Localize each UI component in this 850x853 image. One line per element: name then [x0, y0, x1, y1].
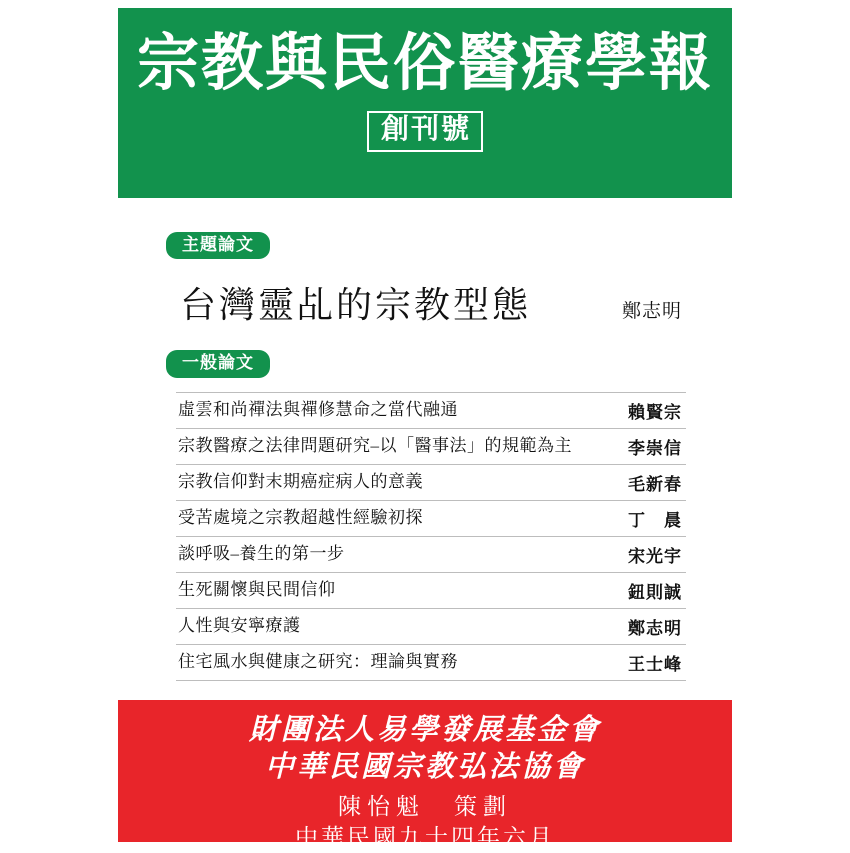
article-author: 毛新春	[628, 474, 682, 494]
article-list	[166, 392, 688, 681]
article-title: 談呼吸–養生的第一步	[178, 544, 345, 564]
article-title: 人性與安寧療護	[178, 616, 301, 636]
feature-article-author: 鄭志明	[621, 301, 682, 323]
table-row	[176, 392, 686, 429]
table-row	[176, 537, 686, 573]
publication-date: 中華民國九十四年六月	[295, 825, 555, 851]
article-author: 賴賢宗	[628, 402, 682, 422]
article-title: 虛雲和尚禪法與禪修慧命之當代融通	[178, 400, 458, 420]
footer-band	[118, 700, 732, 851]
feature-article-title: 台灣靈乩的宗教型態	[180, 285, 532, 326]
article-author: 鄭志明	[628, 618, 682, 638]
article-title: 受苦處境之宗教超越性經驗初探	[178, 508, 423, 528]
publisher-organization-2: 中華民國宗教弘法協會	[264, 751, 585, 784]
table-row	[176, 609, 686, 645]
section-tag-feature: 主題論文	[166, 232, 270, 259]
table-row	[176, 465, 686, 501]
article-author: 李崇信	[628, 438, 682, 458]
article-author: 鈕則誠	[628, 582, 682, 602]
table-row	[176, 429, 686, 465]
article-title: 宗教信仰對末期癌症病人的意義	[178, 472, 423, 492]
article-author: 宋光宇	[628, 546, 682, 566]
table-row	[176, 501, 686, 537]
planner-credit: 陳怡魁 策劃	[338, 794, 512, 820]
article-title: 生死關懷與民間信仰	[178, 580, 336, 600]
article-title: 宗教醫療之法律問題研究–以「醫事法」的規範為主	[178, 436, 572, 456]
article-author: 丁 晨	[628, 510, 682, 530]
header-band	[118, 8, 732, 198]
section-tag-general: 一般論文	[166, 350, 270, 377]
journal-title: 宗教與民俗醫療學報	[136, 30, 713, 98]
table-row	[176, 645, 686, 681]
publisher-organization-1: 財團法人易學發展基金會	[248, 714, 601, 746]
content-area	[118, 198, 732, 688]
article-title: 住宅風水與健康之研究：理論與實務	[178, 652, 458, 672]
table-row	[176, 573, 686, 609]
issue-badge: 創刊號	[367, 111, 483, 152]
feature-article-row	[166, 277, 688, 328]
article-author: 王士峰	[628, 654, 682, 674]
